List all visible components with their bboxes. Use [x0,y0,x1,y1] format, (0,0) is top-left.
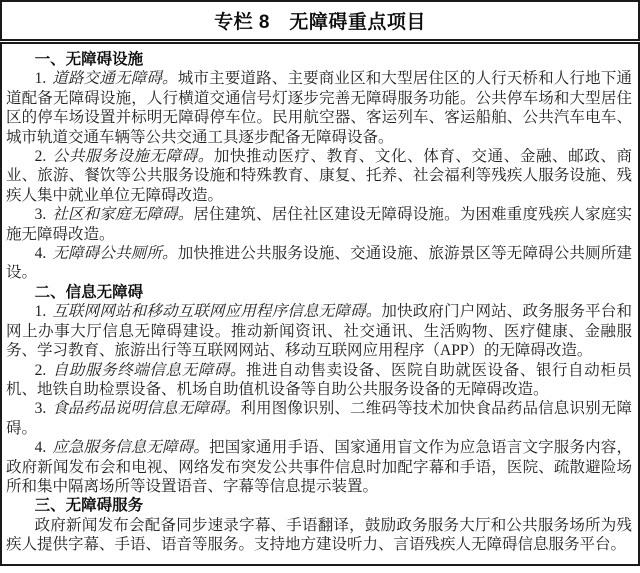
item-number: 4. [34,245,47,263]
paragraph [6,69,632,147]
item-text: 加快推动医疗、教育、文化、体育、交通、金融、邮政、商业、旅游、餐饮等公共服务设施和特殊教育、康复、托养、社会福利等残疾人服务设施、残疾人集中就业单位无障碍改造。 [6,148,632,204]
item-text: 推进自动售卖设备、医院自助就医设备、银行自动柜员机、地铁自助检票设备、机场自助值机设备等自助公共服务设备的无障碍改造。 [6,361,632,398]
item-number: 1. [34,70,47,88]
section-heading: 三、无障碍服务 [34,497,144,515]
panel-title-text: 专栏 8 无障碍重点项目 [214,12,426,33]
item-lead-phrase: 食品药品说明信息无障碍。 [52,400,241,418]
item-number: 3. [34,206,47,224]
item-number: 1. [34,303,47,321]
paragraph [6,244,632,283]
paragraph [6,361,632,400]
item-lead-phrase: 互联网网站和移动互联网应用程序信息无障碍。 [52,303,382,321]
item-text: 把国家通用手语、国家通用盲文作为应急语言文字服务内容，政府新闻发布会和电视、网络发布突发公共事件信息时加配字幕和手语，医院、疏散避险场所和集中隔离场所等设置语音、字幕等信息提示装置。 [6,439,632,495]
item-lead-phrase: 无障碍公共厕所。 [52,245,178,263]
item-number: 2. [34,361,47,379]
panel-title-bar [0,0,640,41]
item-text: 加快政府门户网站、政务服务平台和网上办事大厅信息无障碍建设。推动新闻资讯、社交通讯、生活购物、医疗健康、金融服务、学习教育、旅游出行等互联网网站、移动互联网应用程序（APP）的无障碍改造。 [6,303,632,360]
paragraph [6,399,632,438]
section-heading: 一、无障碍设施 [34,51,144,68]
paragraph [6,516,632,555]
section [6,50,632,283]
item-lead-phrase: 社区和家庭无障碍。 [52,206,194,224]
paragraph [6,147,632,205]
item-text: 居住建筑、居住社区建设无障碍设施。为困难重度残疾人家庭实施无障碍改造。 [6,206,632,243]
item-number: 3. [34,400,47,418]
paragraph [6,205,632,244]
paragraph [6,438,632,496]
item-lead-phrase: 公共服务设施无障碍。 [52,148,214,166]
panel-body [0,42,640,566]
section [6,496,632,554]
item-text: 城市主要道路、主要商业区和大型居住区的人行天桥和人行地下通道配备无障碍设施，人行横道交通信号灯逐步完善无障碍服务功能。公共停车场和大型居住区的停车场设置并标明无障碍停车位。民用航空器、客运列车、客运船舶、公共汽车电车、城市轨道交通车辆等公共交通工具逐步配备无障碍设备。 [6,70,632,146]
section-heading: 二、信息无障碍 [34,283,144,301]
section [6,283,632,496]
item-lead-phrase: 自助服务终端信息无障碍。 [52,361,247,379]
item-text: 利用图像识别、二维码等技术加快食品药品信息识别无障碍。 [6,400,632,437]
item-number: 2. [34,148,47,166]
item-text: 加快推进公共服务设施、交通设施、旅游景区等无障碍公共厕所建设。 [6,245,632,282]
item-lead-phrase: 应急服务信息无障碍。 [52,439,210,457]
item-lead-phrase: 道路交通无障碍。 [52,70,178,88]
item-text: 政府新闻发布会配备同步速录字幕、手语翻译，鼓励政务服务大厅和公共服务场所为残疾人提供字幕、手语、语音等服务。支持地方建设听力、言语残疾人无障碍信息服务平台。 [6,516,632,554]
paragraph [6,302,632,360]
item-number: 4. [34,439,47,457]
